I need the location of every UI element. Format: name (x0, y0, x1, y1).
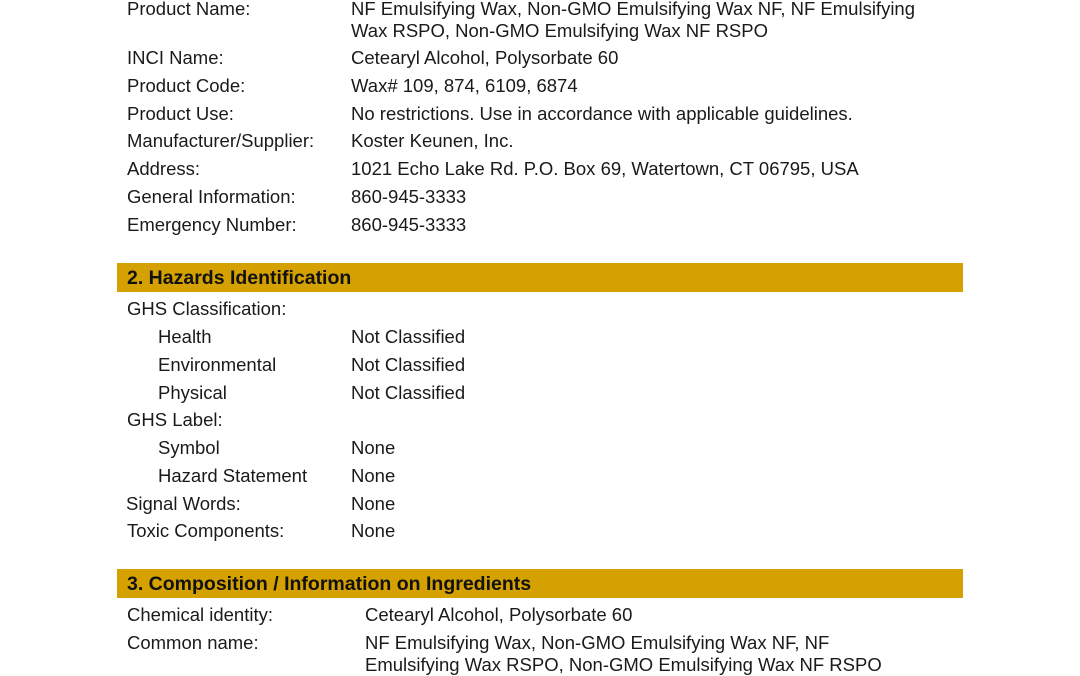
product-name-row (127, 0, 963, 41)
ghs-symbol-row (127, 437, 963, 465)
address-value: 1021 Echo Lake Rd. P.O. Box 69, Watertown, CT 06795, USA (351, 158, 859, 179)
product-name-line-2: Wax RSPO, Non-GMO Emulsifying Wax NF RSPO (351, 20, 768, 41)
general-information-label: General Information: (127, 186, 296, 207)
ghs-classification-label: GHS Classification: (127, 298, 287, 319)
ghs-health-label: Health (158, 326, 212, 347)
ghs-symbol-label: Symbol (158, 437, 220, 458)
ghs-label-row (127, 409, 963, 437)
product-code-value: Wax# 109, 874, 6109, 6874 (351, 75, 578, 96)
ghs-symbol-value: None (351, 437, 396, 458)
signal-words-value: None (351, 493, 396, 514)
ghs-environmental-label: Environmental (158, 354, 277, 375)
address-row (127, 158, 963, 186)
signal-words-row (127, 493, 963, 521)
ghs-physical-label: Physical (158, 382, 227, 403)
toxic-components-label: Toxic Components: (127, 520, 285, 541)
chemical-identity-row (127, 604, 963, 632)
ghs-health-value: Not Classified (351, 326, 466, 347)
product-use-label: Product Use: (127, 103, 234, 124)
manufacturer-label: Manufacturer/Supplier: (127, 130, 315, 151)
ghs-environmental-row (127, 354, 963, 382)
emergency-number-row (127, 214, 963, 242)
inci-name-label: INCI Name: (127, 47, 224, 68)
chemical-identity-value: Cetearyl Alcohol, Polysorbate 60 (365, 604, 633, 625)
address-label: Address: (127, 158, 201, 179)
general-information-row (127, 186, 963, 214)
common-name-row (127, 632, 963, 675)
ghs-health-row (127, 326, 963, 354)
hazard-statement-row (127, 465, 963, 493)
hazard-statement-label: Hazard Statement (158, 465, 308, 486)
ghs-physical-value: Not Classified (351, 382, 466, 403)
product-use-row (127, 103, 963, 131)
ghs-physical-row (127, 382, 963, 410)
ghs-environmental-value: Not Classified (351, 354, 466, 375)
common-name-label: Common name: (127, 632, 259, 653)
section-2-header: 2. Hazards Identification (117, 263, 963, 292)
general-information-value: 860-945-3333 (351, 186, 467, 207)
product-code-row (127, 75, 963, 103)
product-use-value: No restrictions. Use in accordance with applicable guidelines. (351, 103, 853, 124)
common-name-line-1: NF Emulsifying Wax, Non-GMO Emulsifying Wax NF, NF (365, 632, 830, 653)
signal-words-label: Signal Words: (126, 493, 241, 514)
product-name-value (351, 0, 915, 42)
ghs-label-label: GHS Label: (127, 409, 223, 430)
hazard-statement-value: None (351, 465, 396, 486)
product-name-label: Product Name: (127, 0, 251, 19)
chemical-identity-label: Chemical identity: (127, 604, 274, 625)
toxic-components-value: None (351, 520, 396, 541)
section-3-header: 3. Composition / Information on Ingredients (117, 569, 963, 598)
emergency-number-value: 860-945-3333 (351, 214, 467, 235)
emergency-number-label: Emergency Number: (127, 214, 297, 235)
product-code-label: Product Code: (127, 75, 246, 96)
common-name-value (365, 632, 882, 676)
inci-name-row (127, 47, 963, 75)
ghs-classification-row (127, 298, 963, 326)
product-name-line-1: NF Emulsifying Wax, Non-GMO Emulsifying Wax NF, NF Emulsifying (351, 0, 916, 19)
manufacturer-value: Koster Keunen, Inc. (351, 130, 514, 151)
common-name-line-2: Emulsifying Wax RSPO, Non-GMO Emulsifying Wax NF RSPO (365, 654, 882, 675)
toxic-components-row (127, 520, 963, 548)
inci-name-value: Cetearyl Alcohol, Polysorbate 60 (351, 47, 619, 68)
manufacturer-row (127, 130, 963, 158)
